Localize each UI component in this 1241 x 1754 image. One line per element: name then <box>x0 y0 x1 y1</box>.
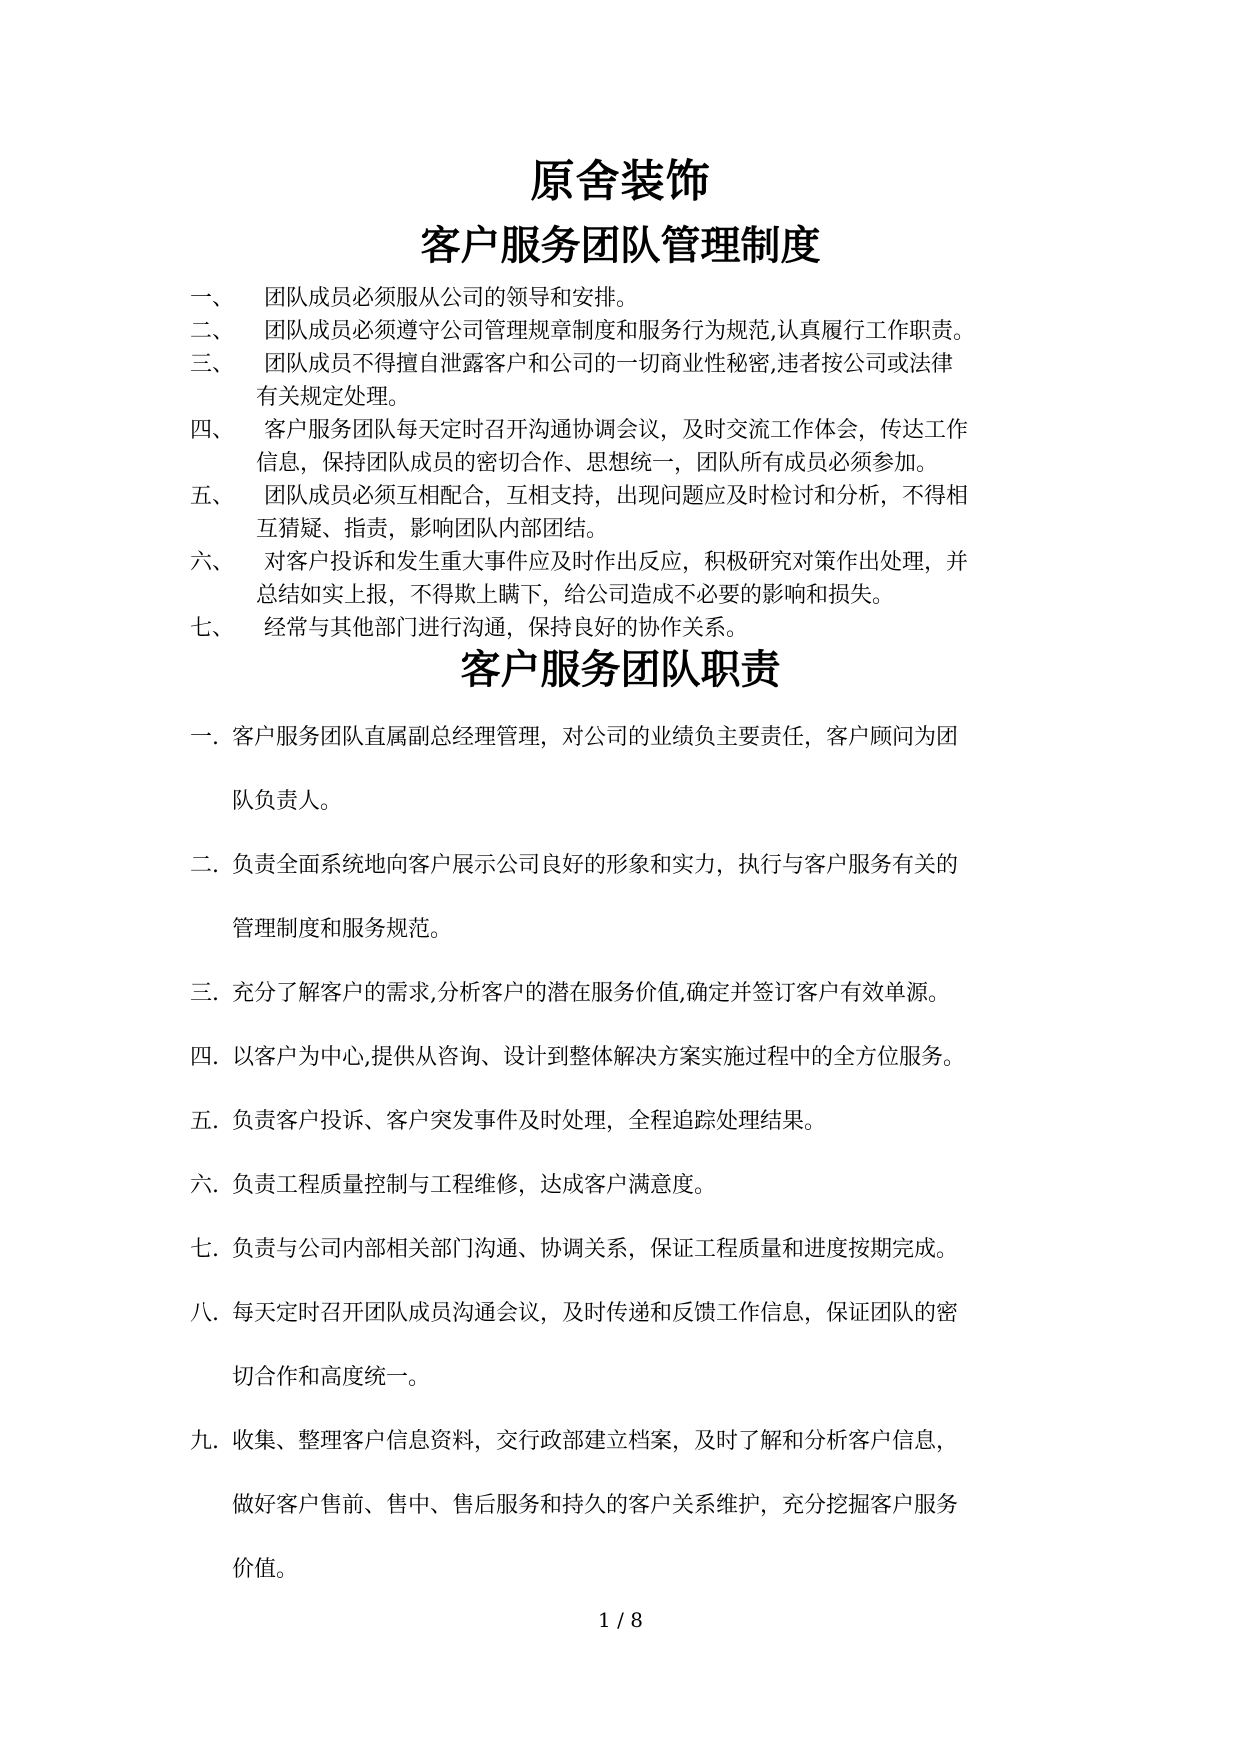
duty-text: 负责工程质量控制与工程维修，达成客户满意度。 <box>232 1173 717 1198</box>
rule-item <box>190 546 1070 612</box>
duty-item <box>190 706 1070 834</box>
page-number: 1 / 8 <box>598 1608 643 1632</box>
team-duties-list <box>190 706 1070 1602</box>
rule-text: 客户服务团队每天定时召开沟通协调会议，及时交流工作体会，传达工作 <box>264 418 969 443</box>
duty-item <box>190 1282 1070 1410</box>
duty-item <box>190 962 1070 1026</box>
rule-item <box>190 282 1070 315</box>
duty-text-continued: 管理制度和服务规范。 <box>232 917 453 942</box>
rule-text-continued: 总结如实上报，不得欺上瞒下，给公司造成不必要的影响和损失。 <box>256 583 895 608</box>
rule-text: 经常与其他部门进行沟通，保持良好的协作关系。 <box>264 616 749 641</box>
rule-text: 团队成员必须遵守公司管理规章制度和服务行为规范,认真履行工作职责。 <box>264 319 975 344</box>
duty-number: 八. <box>190 1301 219 1326</box>
rule-number: 二、 <box>190 319 235 344</box>
rule-number: 六、 <box>190 550 235 575</box>
duty-number: 三. <box>190 981 219 1006</box>
duty-text: 客户服务团队直属副总经理管理，对公司的业绩负主要责任，客户顾问为团 <box>232 725 959 750</box>
rule-item <box>190 612 1070 645</box>
rule-number: 五、 <box>190 484 235 509</box>
rule-text: 团队成员必须互相配合，互相支持，出现问题应及时检讨和分析，不得相 <box>264 484 969 509</box>
duty-text: 每天定时召开团队成员沟通会议，及时传递和反馈工作信息，保证团队的密 <box>232 1301 959 1326</box>
duty-number: 五. <box>190 1109 219 1134</box>
rule-item <box>190 315 1070 348</box>
rule-text: 对客户投诉和发生重大事件应及时作出反应，积极研究对策作出处理，并 <box>264 550 969 575</box>
duty-number: 六. <box>190 1173 219 1198</box>
duty-item <box>190 1154 1070 1218</box>
duty-text-continued: 切合作和高度统一。 <box>232 1365 431 1390</box>
duty-text: 收集、整理客户信息资料，交行政部建立档案，及时了解和分析客户信息， <box>232 1429 959 1454</box>
duty-text: 负责与公司内部相关部门沟通、协调关系，保证工程质量和进度按期完成。 <box>232 1237 959 1262</box>
duty-item <box>190 1218 1070 1282</box>
rule-text-continued: 互猜疑、指责，影响团队内部团结。 <box>256 517 609 542</box>
duty-text-continued: 队负责人。 <box>232 789 343 814</box>
duty-text: 充分了解客户的需求,分析客户的潜在服务价值,确定并签订客户有效单源。 <box>232 981 950 1006</box>
rule-number: 一、 <box>190 286 235 311</box>
rule-text-continued: 信息，保持团队成员的密切合作、思想统一，团队所有成员必须参加。 <box>256 451 939 476</box>
duty-text-continued: 做好客户售前、售中、售后服务和持久的客户关系维护，充分挖掘客户服务 <box>232 1493 959 1518</box>
duty-text-continued: 价值。 <box>232 1557 299 1582</box>
duty-number: 九. <box>190 1429 219 1454</box>
duty-item <box>190 1026 1070 1090</box>
duty-text: 以客户为中心,提供从咨询、设计到整体解决方案实施过程中的全方位服务。 <box>232 1045 965 1070</box>
duty-number: 一. <box>190 725 219 750</box>
duty-number: 四. <box>190 1045 219 1070</box>
rule-text: 团队成员不得擅自泄露客户和公司的一切商业性秘密,违者按公司或法律 <box>264 352 953 377</box>
duty-text: 负责客户投诉、客户突发事件及时处理，全程追踪处理结果。 <box>232 1109 827 1134</box>
duty-item <box>190 834 1070 962</box>
company-title: 原舍装饰 <box>530 156 711 207</box>
duty-item <box>190 1410 1070 1602</box>
duty-text: 负责全面系统地向客户展示公司良好的形象和实力，执行与客户服务有关的 <box>232 853 959 878</box>
management-rules-title: 客户服务团队管理制度 <box>420 222 821 269</box>
rule-text: 团队成员必须服从公司的领导和安排。 <box>264 286 639 311</box>
rule-item <box>190 348 1070 414</box>
rule-number: 三、 <box>190 352 235 377</box>
duty-number: 二. <box>190 853 219 878</box>
management-rules-list <box>190 282 1070 645</box>
rule-item <box>190 480 1070 546</box>
duty-item <box>190 1090 1070 1154</box>
rule-number: 七、 <box>190 616 235 641</box>
duty-number: 七. <box>190 1237 219 1262</box>
rule-number: 四、 <box>190 418 235 443</box>
rule-text-continued: 有关规定处理。 <box>256 385 411 410</box>
rule-item <box>190 414 1070 480</box>
team-duties-title: 客户服务团队职责 <box>460 646 781 693</box>
